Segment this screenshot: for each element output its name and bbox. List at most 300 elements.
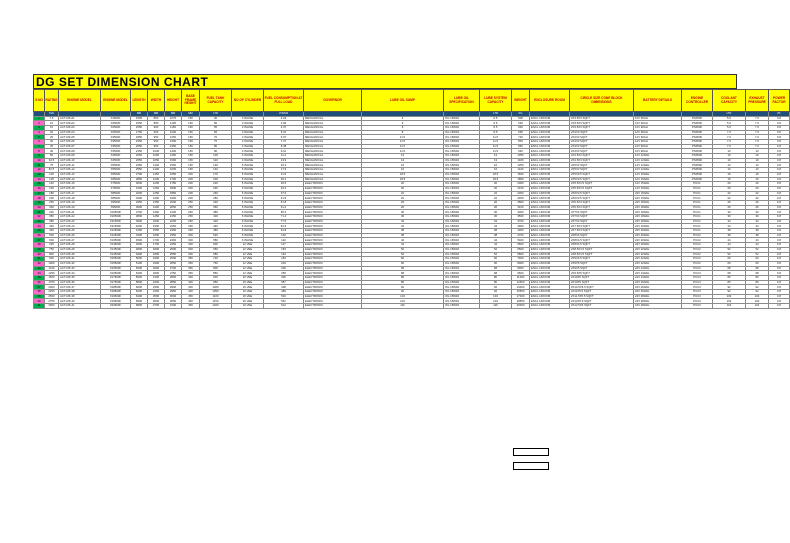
table-cell: 6800 [131, 304, 148, 309]
table-cell: OIL 15W40 [444, 135, 480, 140]
table-row [34, 304, 790, 309]
table-cell: 150 [182, 130, 200, 135]
table-cell: ENCL 1/ROOM [530, 186, 570, 191]
table-cell: 2X4.5X3 SQFT [570, 158, 634, 163]
column-header: S.NO [34, 90, 45, 112]
table-cell: 16 [480, 163, 512, 168]
table-cell: 20 [746, 182, 769, 187]
unit-cell: MM [148, 112, 165, 117]
table-cell: ACT-MK-02 [59, 121, 101, 126]
table-cell: 60 [746, 261, 769, 266]
table-cell: 250 [45, 200, 59, 205]
table-cell: PCC3 [682, 271, 713, 276]
table-cell: X2500F [101, 130, 131, 135]
table-cell: 30 [480, 215, 512, 220]
table-cell: ENCL 1/ROOM [530, 172, 570, 177]
table-cell: OIL 15W40 [444, 205, 480, 210]
table-cell: 0.8 [769, 243, 790, 248]
table-cell: 16 VEE [232, 275, 264, 280]
table-cell: 600 [512, 125, 530, 130]
table-cell: 900 [200, 275, 232, 280]
table-cell: 1850 [131, 135, 148, 140]
table-cell: 950 [148, 144, 165, 149]
table-cell: 380 [45, 219, 59, 224]
table-cell: OIL 15W40 [444, 280, 480, 285]
table-cell: MECHANICAL [304, 168, 362, 173]
table-cell: 1000 [148, 154, 165, 159]
table-cell: 500 [45, 233, 59, 238]
table-cell: 16 VEE [232, 294, 264, 299]
table-cell: 400 [182, 290, 200, 295]
table-cell: 17000 [512, 294, 530, 299]
table-cell: ELECTRONIC [304, 215, 362, 220]
table-cell: ELECTRONIC [304, 196, 362, 201]
table-cell: 44 [713, 238, 746, 243]
table-cell: PCC1 [682, 196, 713, 201]
table-cell: X8500F [101, 196, 131, 201]
table-cell: 37.6 [264, 191, 304, 196]
table-cell: 6 INLINE [232, 196, 264, 201]
table-cell: 40 [200, 116, 232, 121]
table-cell: PCC2 [682, 238, 713, 243]
table-cell: 5100 [131, 261, 148, 266]
table-cell: 0.8 [769, 271, 790, 276]
table-cell: 0.8 [769, 285, 790, 290]
table-cell: 55 [200, 125, 232, 130]
table-cell: 6 INLINE [232, 210, 264, 215]
table-cell: ENCL 1/ROOM [530, 238, 570, 243]
table-cell: ENCL 1/ROOM [530, 163, 570, 168]
table-cell: PCC3 [682, 294, 713, 299]
table-cell: 2X5.5X3.5 SQFT [570, 186, 634, 191]
table-cell: 68 [480, 271, 512, 276]
table-cell: 15 [45, 125, 59, 130]
table-cell: 6 INLINE [232, 205, 264, 210]
table-cell: 34 [713, 224, 746, 229]
table-cell: 2100 [148, 275, 165, 280]
table-cell: 6000 [131, 285, 148, 290]
table-cell: OIL 15W40 [444, 275, 480, 280]
table-cell: 6 [34, 140, 45, 145]
table-cell: ELECTRONIC [304, 252, 362, 257]
table-cell: 1700 [148, 243, 165, 248]
table-cell: 1000 [148, 149, 165, 154]
table-cell: 850 [148, 116, 165, 121]
table-cell: 41 [34, 304, 45, 309]
table-cell: 2150 [165, 215, 182, 220]
table-cell: 5000 [131, 257, 148, 262]
table-cell: ENCL 1/ROOM [530, 154, 570, 159]
table-cell: 10 [713, 149, 746, 154]
table-cell: 1750 [165, 182, 182, 187]
table-cell: 2X6X3.5 SQFT [570, 191, 634, 196]
table-cell: 24V 180AH [634, 215, 682, 220]
table-cell: 170 [200, 172, 232, 177]
table-cell: 0.8 [769, 116, 790, 121]
table-cell: ACT-MK-08 [59, 149, 101, 154]
table-cell: 0.8 [769, 172, 790, 177]
table-cell: 300 [45, 205, 59, 210]
table-cell: 3 INLINE [232, 121, 264, 126]
table-cell: 12V 90AH [634, 144, 682, 149]
table-cell: 5400 [512, 238, 530, 243]
table-cell: 16 VEE [232, 280, 264, 285]
table-cell: 24V 280AH [634, 294, 682, 299]
table-cell: 2X9X5 SQFT [570, 266, 634, 271]
table-cell: ENCL 1/ROOM [530, 243, 570, 248]
table-cell: 52 [480, 247, 512, 252]
table-cell: 90 [200, 149, 232, 154]
table-cell: 5.6 [713, 125, 746, 130]
table-cell: 720 [200, 257, 232, 262]
table-cell: 1500 [165, 158, 182, 163]
table-cell: MECHANICAL [304, 140, 362, 145]
table-cell: 1950 [131, 140, 148, 145]
table-cell: ACT-MK-15 [59, 182, 101, 187]
table-cell: 320 [45, 210, 59, 215]
table-cell: 68 [746, 266, 769, 271]
table-cell: PS0500 [682, 172, 713, 177]
table-cell: ELECTRONIC [304, 247, 362, 252]
table-cell: 950 [148, 135, 165, 140]
table-cell: 80 [480, 280, 512, 285]
table-cell: 22 [746, 191, 769, 196]
table-cell: 4300 [131, 233, 148, 238]
table-cell: 12 VEE [232, 266, 264, 271]
table-cell: 2000 [148, 271, 165, 276]
table-cell: ACT-MK-31 [59, 257, 101, 262]
table-cell: 1300 [148, 196, 165, 201]
table-cell: ENCL 1/ROOM [530, 135, 570, 140]
table-cell: 26 [746, 205, 769, 210]
table-cell: 2950 [165, 290, 182, 295]
table-cell: 0.8 [769, 252, 790, 257]
table-cell: 7.0 [746, 116, 769, 121]
table-cell: 24V 260AH [634, 290, 682, 295]
table-cell: 13 [362, 154, 444, 159]
table-cell: 18.5 [362, 172, 444, 177]
table-cell: 29.5 [264, 182, 304, 187]
table-cell: 600 [200, 243, 232, 248]
unit-cell: MM [165, 112, 182, 117]
table-cell: PCC3 [682, 299, 713, 304]
table-cell: PS0500 [682, 144, 713, 149]
unit-cell: MM [182, 112, 200, 117]
table-cell: 561 [264, 299, 304, 304]
unit-cell: KVA [45, 112, 59, 117]
table-cell: 1350 [165, 144, 182, 149]
table-cell: 140 [45, 182, 59, 187]
table-cell: 12V 90AH [634, 140, 682, 145]
table-cell: 12V 150AH [634, 182, 682, 187]
table-cell: 32 [34, 261, 45, 266]
table-cell: MECHANICAL [304, 121, 362, 126]
table-cell: OIL 15W40 [444, 182, 480, 187]
table-cell: 1 [34, 116, 45, 121]
table-cell: 0.8 [769, 215, 790, 220]
table-cell: 1600 [512, 172, 530, 177]
table-cell: ACT-MK-22 [59, 215, 101, 220]
table-cell: 360 [200, 205, 232, 210]
table-cell: 2.66 [264, 121, 304, 126]
table-cell: 130 [200, 163, 232, 168]
table-cell: 4 INLINE [232, 144, 264, 149]
table-cell: PCC1 [682, 182, 713, 187]
table-cell: 34 [746, 219, 769, 224]
table-cell: OIL 15W40 [444, 130, 480, 135]
table-cell: ACT-MK-34 [59, 271, 101, 276]
table-cell: 200 [182, 172, 200, 177]
table-cell: 1450 [148, 210, 165, 215]
table-cell: 3100 [131, 186, 148, 191]
table-cell: 10 [34, 158, 45, 163]
table-cell: 92 [362, 290, 444, 295]
table-cell: X14500F [101, 252, 131, 257]
table-cell: 80 [713, 280, 746, 285]
table-cell: 240 [200, 186, 232, 191]
table-cell: 24V 220AH [634, 257, 682, 262]
table-cell: 160 [45, 186, 59, 191]
column-header: FUEL TANK CAPACITY [200, 90, 232, 112]
table-cell: 30 [713, 215, 746, 220]
table-cell: 39 [34, 294, 45, 299]
table-cell: 580 [200, 238, 232, 243]
table-cell: ACT-MK-06 [59, 140, 101, 145]
table-cell: 153 [264, 247, 304, 252]
table-cell: ENCL 1/ROOM [530, 116, 570, 121]
table-cell: OIL 15W40 [444, 140, 480, 145]
table-cell: 408 [264, 285, 304, 290]
table-cell: 11200 [512, 275, 530, 280]
table-cell: X3500F [101, 140, 131, 145]
table-cell: 1010 [45, 266, 59, 271]
column-header: LUBE OIL SPECIFICATION [444, 90, 480, 112]
table-cell: 800 [200, 266, 232, 271]
table-cell: 7.27 [264, 140, 304, 145]
table-cell: 60 [746, 257, 769, 262]
table-cell: 7400 [512, 257, 530, 262]
table-cell: X18500F [101, 290, 131, 295]
table-cell: 350 [182, 261, 200, 266]
table-cell: ACT-MK-21 [59, 210, 101, 215]
table-cell: 40 [45, 149, 59, 154]
table-cell: PCC1 [682, 186, 713, 191]
table-cell: 5800 [131, 280, 148, 285]
table-cell: ACT-MK-36 [59, 280, 101, 285]
column-header: LENGTH [131, 90, 148, 112]
table-cell: 34 [480, 219, 512, 224]
table-cell: 11.5 [480, 149, 512, 154]
table-cell: 68 [362, 271, 444, 276]
table-cell: 68 [480, 266, 512, 271]
table-cell: 1650 [165, 172, 182, 177]
table-cell: 91.8 [264, 229, 304, 234]
table-cell: 26.4 [264, 177, 304, 182]
table-cell: 52 [480, 252, 512, 257]
table-cell: PS0500 [682, 140, 713, 145]
table-cell: 8 [362, 130, 444, 135]
table-cell: ENCL 1/ROOM [530, 196, 570, 201]
table-cell: 6 [362, 121, 444, 126]
table-cell: 24V 240AH [634, 271, 682, 276]
table-cell: 16.3 [264, 163, 304, 168]
table-cell: 92 [480, 290, 512, 295]
unit-cell: KG [512, 112, 530, 117]
table-cell: 6 INLINE [232, 163, 264, 168]
table-cell: 31 [34, 257, 45, 262]
table-cell: 2X11X5.5 SQFT [570, 290, 634, 295]
table-cell: OIL 15W40 [444, 266, 480, 271]
table-cell: 750 [45, 247, 59, 252]
table-cell: 2850 [131, 177, 148, 182]
table-cell: 300 [182, 247, 200, 252]
table-cell: 80 [200, 144, 232, 149]
table-cell: 2800 [165, 275, 182, 280]
table-cell: OIL 15W40 [444, 210, 480, 215]
table-cell: ENCL 1/ROOM [530, 266, 570, 271]
table-cell: PCC2 [682, 233, 713, 238]
table-cell: OIL 15W40 [444, 149, 480, 154]
table-cell: PCC1 [682, 205, 713, 210]
table-cell: X16500F [101, 266, 131, 271]
table-cell: 260 [200, 191, 232, 196]
table-cell: 250 [182, 200, 200, 205]
table-cell: OIL 15W40 [444, 304, 480, 309]
table-cell: 2X7.5X4 SQFT [570, 224, 634, 229]
table-cell: ENCL 1/ROOM [530, 219, 570, 224]
table-cell: 52 [362, 252, 444, 257]
table-cell: 9 [34, 154, 45, 159]
table-cell: 61.2 [264, 205, 304, 210]
table-cell: 2300 [148, 285, 165, 290]
table-cell: 150 [182, 154, 200, 159]
table-cell: 75 [200, 140, 232, 145]
table-cell: OIL 15W40 [444, 257, 480, 262]
table-cell: OIL 15W40 [444, 271, 480, 276]
table-cell: 104 [362, 294, 444, 299]
table-cell: 2100 [165, 210, 182, 215]
table-cell: 2350 [165, 233, 182, 238]
column-header: HEIGHT [165, 90, 182, 112]
table-cell: OIL 15W40 [444, 219, 480, 224]
table-cell: 26 [362, 205, 444, 210]
table-cell: 380 [200, 210, 232, 215]
table-cell: OIL 15W40 [444, 163, 480, 168]
table-cell: 6500 [512, 247, 530, 252]
table-cell: 800 [512, 140, 530, 145]
table-cell: 26 [713, 200, 746, 205]
table-cell: 357 [264, 280, 304, 285]
table-cell: 104 [480, 299, 512, 304]
table-cell: 3450 [131, 200, 148, 205]
table-cell: 6 INLINE [232, 238, 264, 243]
table-cell: 1850 [512, 177, 530, 182]
table-cell: OIL 15W40 [444, 215, 480, 220]
table-cell: 200 [182, 196, 200, 201]
table-cell: X6500F [101, 177, 131, 182]
table-cell: ELECTRONIC [304, 275, 362, 280]
table-cell: ELECTRONIC [304, 205, 362, 210]
table-cell: OIL 15W40 [444, 299, 480, 304]
table-cell: 900 [45, 257, 59, 262]
table-cell: 33.4 [264, 186, 304, 191]
table-cell: ACT-MK-10 [59, 158, 101, 163]
table-cell: 1350 [512, 163, 530, 168]
table-cell: 680 [200, 252, 232, 257]
table-cell: ACT-MK-23 [59, 219, 101, 224]
table-cell: ACT-MK-30 [59, 252, 101, 257]
table-cell: OIL 15W40 [444, 224, 480, 229]
table-cell: X16500F [101, 271, 131, 276]
table-cell: 0.8 [769, 304, 790, 309]
table-cell: 24V 150AH [634, 191, 682, 196]
table-cell: 11.5 [480, 140, 512, 145]
table-cell: 8 [362, 125, 444, 130]
table-cell: PCC2 [682, 266, 713, 271]
column-header: GOVERNOR [304, 90, 362, 112]
table-cell: 350 [182, 257, 200, 262]
table-cell: 1500 [148, 219, 165, 224]
table-cell: 2200 [165, 219, 182, 224]
table-cell: 24V 200AH [634, 243, 682, 248]
table-cell: 22 [713, 191, 746, 196]
table-cell: PS0500 [682, 163, 713, 168]
table-cell: 26 [480, 205, 512, 210]
table-cell: 150 [182, 116, 200, 121]
table-cell: 110 [200, 158, 232, 163]
table-cell: OIL 15W40 [444, 233, 480, 238]
unit-cell: PF [769, 112, 790, 117]
table-cell: 4 INLINE [232, 149, 264, 154]
table-cell: X10500F [101, 210, 131, 215]
table-cell: 400 [182, 280, 200, 285]
table-cell: 0.8 [769, 247, 790, 252]
table-cell: ENCL 1/ROOM [530, 125, 570, 130]
header-row [34, 90, 790, 112]
table-cell: X11500F [101, 219, 131, 224]
table-cell: 200 [45, 196, 59, 201]
table-cell: 250 [182, 210, 200, 215]
table-cell: X15500F [101, 257, 131, 262]
table-cell: 75 [45, 163, 59, 168]
table-cell: 44 [480, 243, 512, 248]
table-cell: 900 [148, 125, 165, 130]
table-cell: ENCL 1/ROOM [530, 275, 570, 280]
table-cell: 6 [362, 116, 444, 121]
table-cell: 2050 [131, 144, 148, 149]
table-cell: 0.8 [769, 125, 790, 130]
table-cell: 350 [45, 215, 59, 220]
table-cell: 44 [746, 238, 769, 243]
table-cell: 4000 [131, 224, 148, 229]
table-cell: 150 [182, 158, 200, 163]
table-cell: 4.07 [264, 125, 304, 130]
table-cell: ACT-MK-28 [59, 243, 101, 248]
table-cell: ACT-MK-13 [59, 172, 101, 177]
table-cell: 2X5X3.5 SQFT [570, 177, 634, 182]
table-cell: 3600 [131, 205, 148, 210]
table-cell: 1550 [131, 121, 148, 126]
table-cell: 140 [200, 168, 232, 173]
table-cell: 0.8 [769, 261, 790, 266]
table-cell: 5600 [512, 243, 530, 248]
table-cell: ENCL 1/ROOM [530, 290, 570, 295]
table-cell: 65 [200, 130, 232, 135]
table-cell: ACT-MK-01 [59, 116, 101, 121]
table-cell: 20 [480, 182, 512, 187]
table-cell: 508 [512, 116, 530, 121]
table-cell: 2X8.5X4.5 SQFT [570, 252, 634, 257]
